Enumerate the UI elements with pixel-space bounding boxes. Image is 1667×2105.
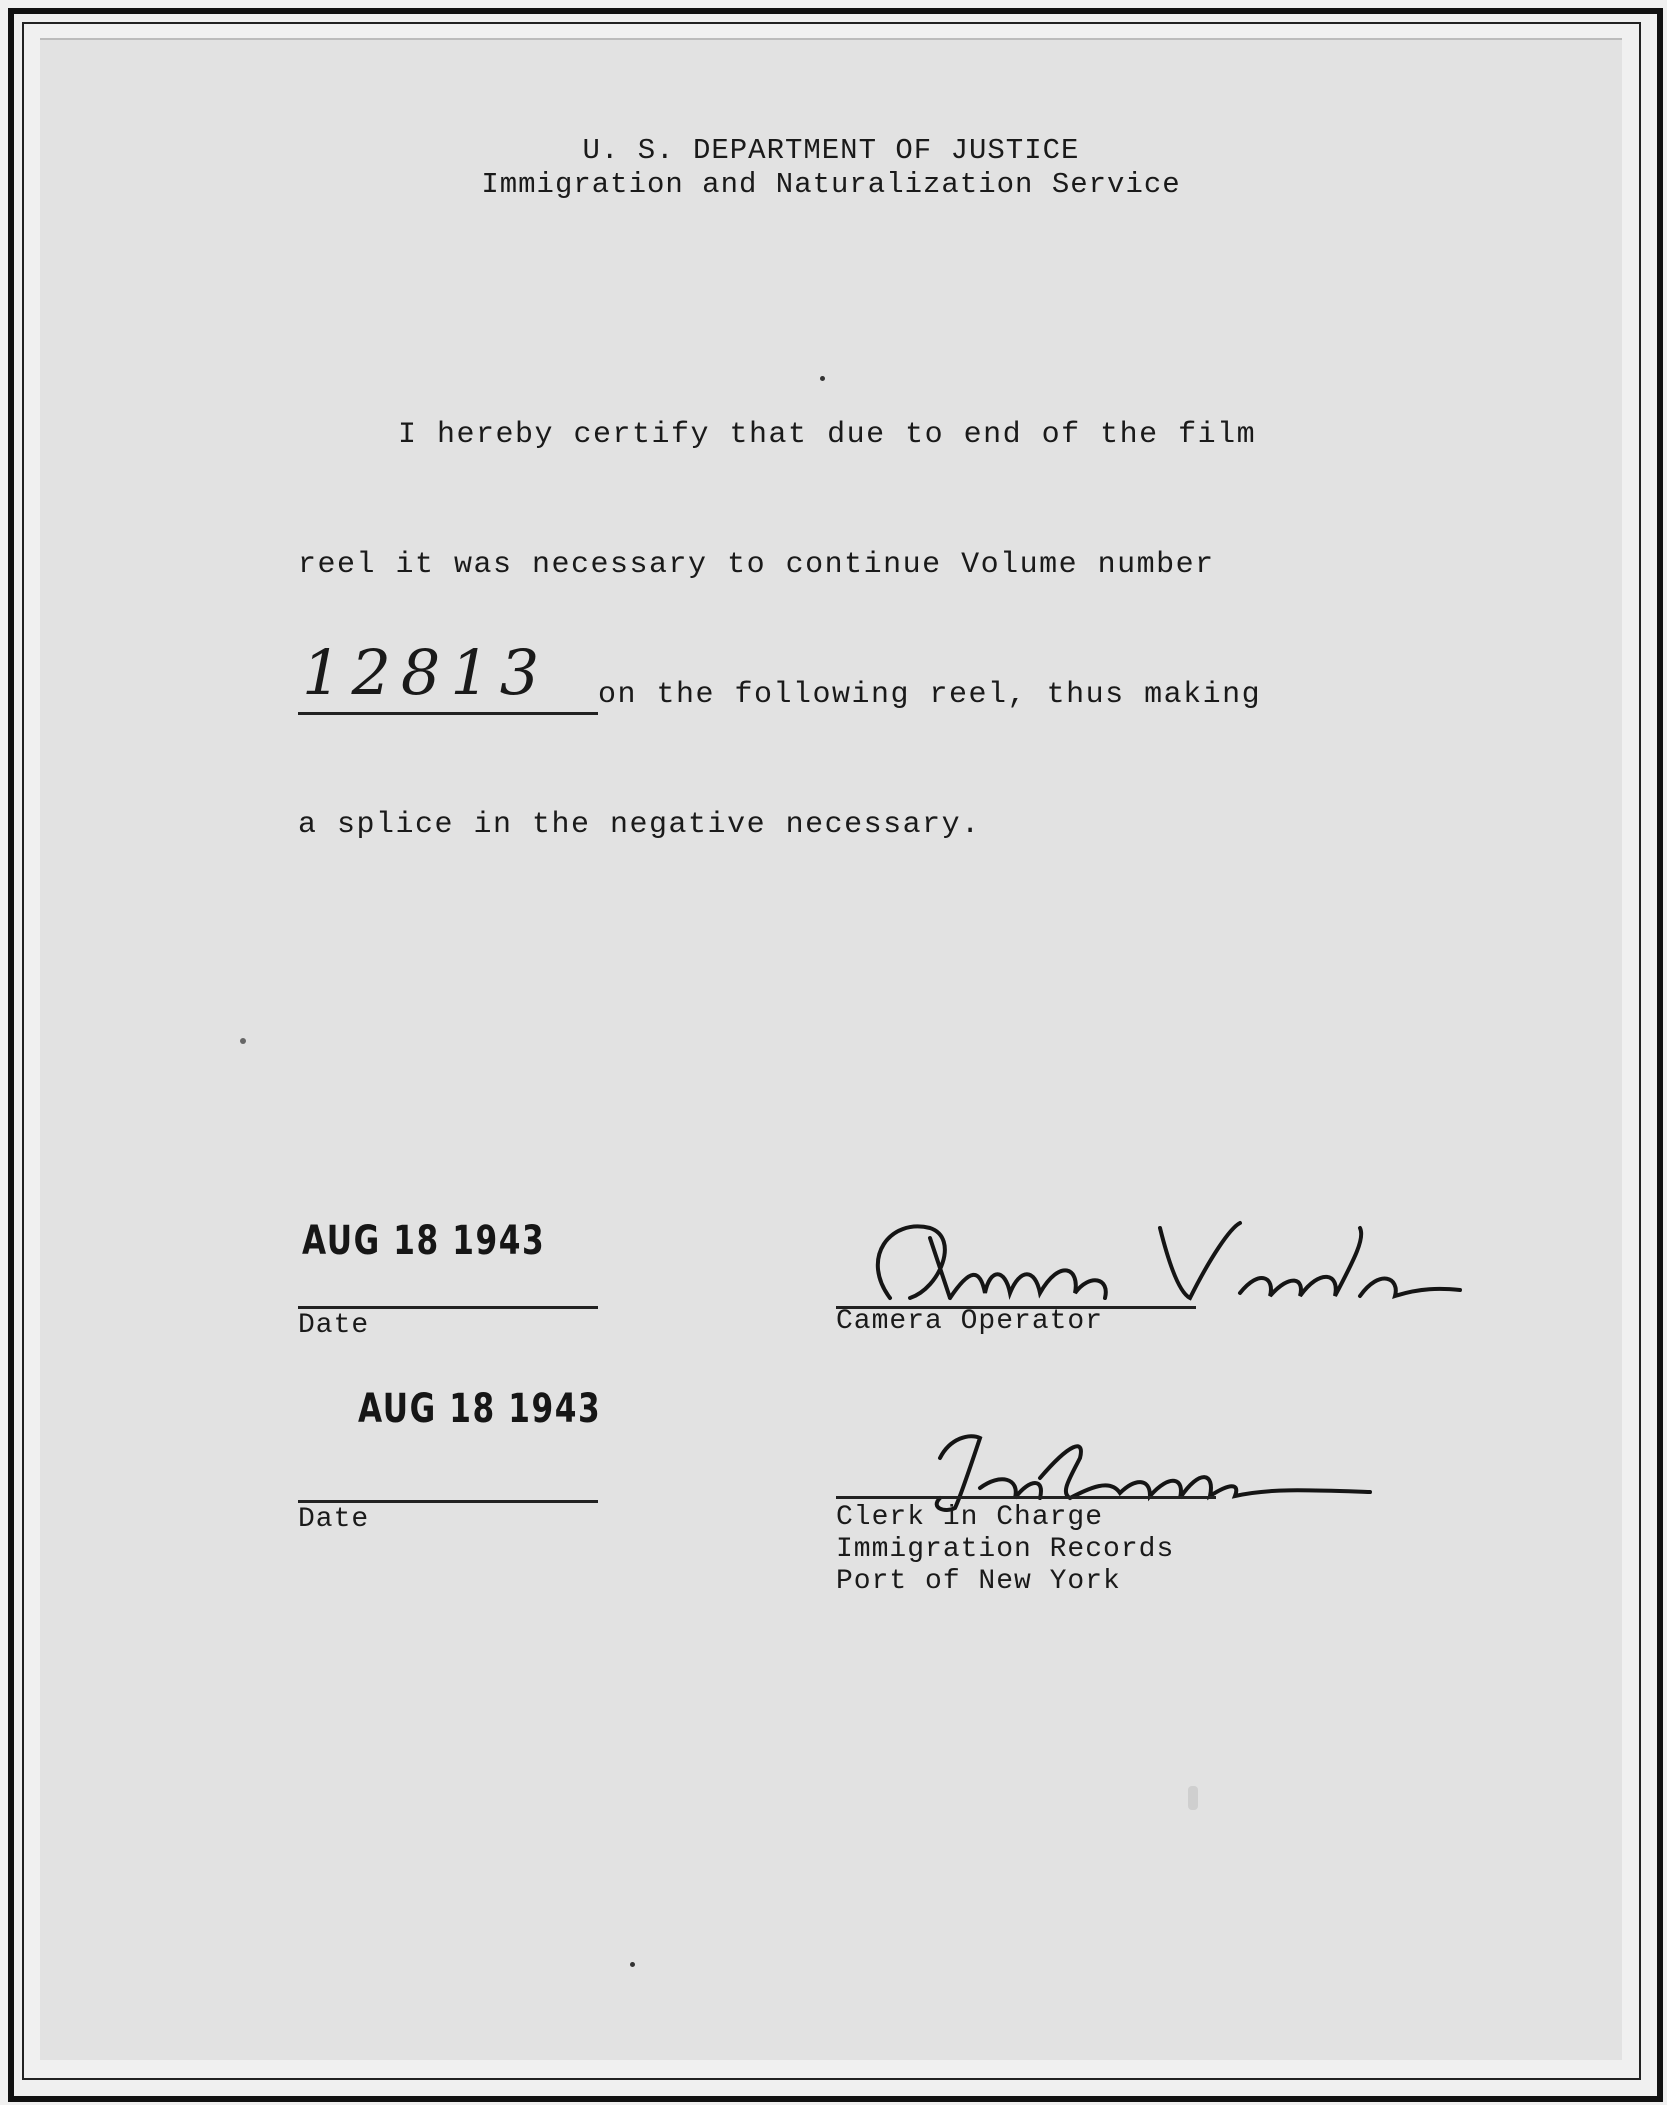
service-heading: Immigration and Naturalization Service bbox=[481, 168, 1181, 201]
date-line-2 bbox=[298, 1500, 598, 1503]
certification-line-1: I hereby certify that due to end of the film bbox=[398, 418, 1257, 452]
clerk-title-line-1: Clerk in Charge bbox=[836, 1502, 1104, 1533]
certification-line-2: reel it was necessary to continue Volume number bbox=[298, 548, 1215, 582]
film-speck bbox=[630, 1962, 635, 1967]
certification-line-4: a splice in the negative necessary. bbox=[298, 808, 981, 842]
clerk-signature-line bbox=[836, 1496, 1216, 1499]
clerk-title-line-2: Immigration Records bbox=[836, 1534, 1175, 1565]
volume-number-underline bbox=[298, 712, 598, 715]
date-label-2: Date bbox=[298, 1504, 370, 1535]
certification-line-3: on the following reel, thus making bbox=[598, 678, 1262, 712]
film-speck bbox=[820, 376, 825, 381]
date-stamp-2: AUG 18 1943 bbox=[358, 1386, 602, 1432]
department-heading: U. S. DEPARTMENT OF JUSTICE bbox=[582, 134, 1080, 167]
camera-operator-label: Camera Operator bbox=[836, 1306, 1104, 1337]
volume-number-handwritten: 12813 bbox=[302, 636, 550, 709]
date-label-1: Date bbox=[298, 1310, 370, 1341]
date-line-1 bbox=[298, 1306, 598, 1309]
film-mark bbox=[1188, 1786, 1198, 1810]
film-speck bbox=[240, 1038, 246, 1044]
clerk-title-line-3: Port of New York bbox=[836, 1566, 1121, 1597]
document-page bbox=[40, 38, 1622, 2060]
date-stamp-1: AUG 18 1943 bbox=[302, 1218, 546, 1264]
